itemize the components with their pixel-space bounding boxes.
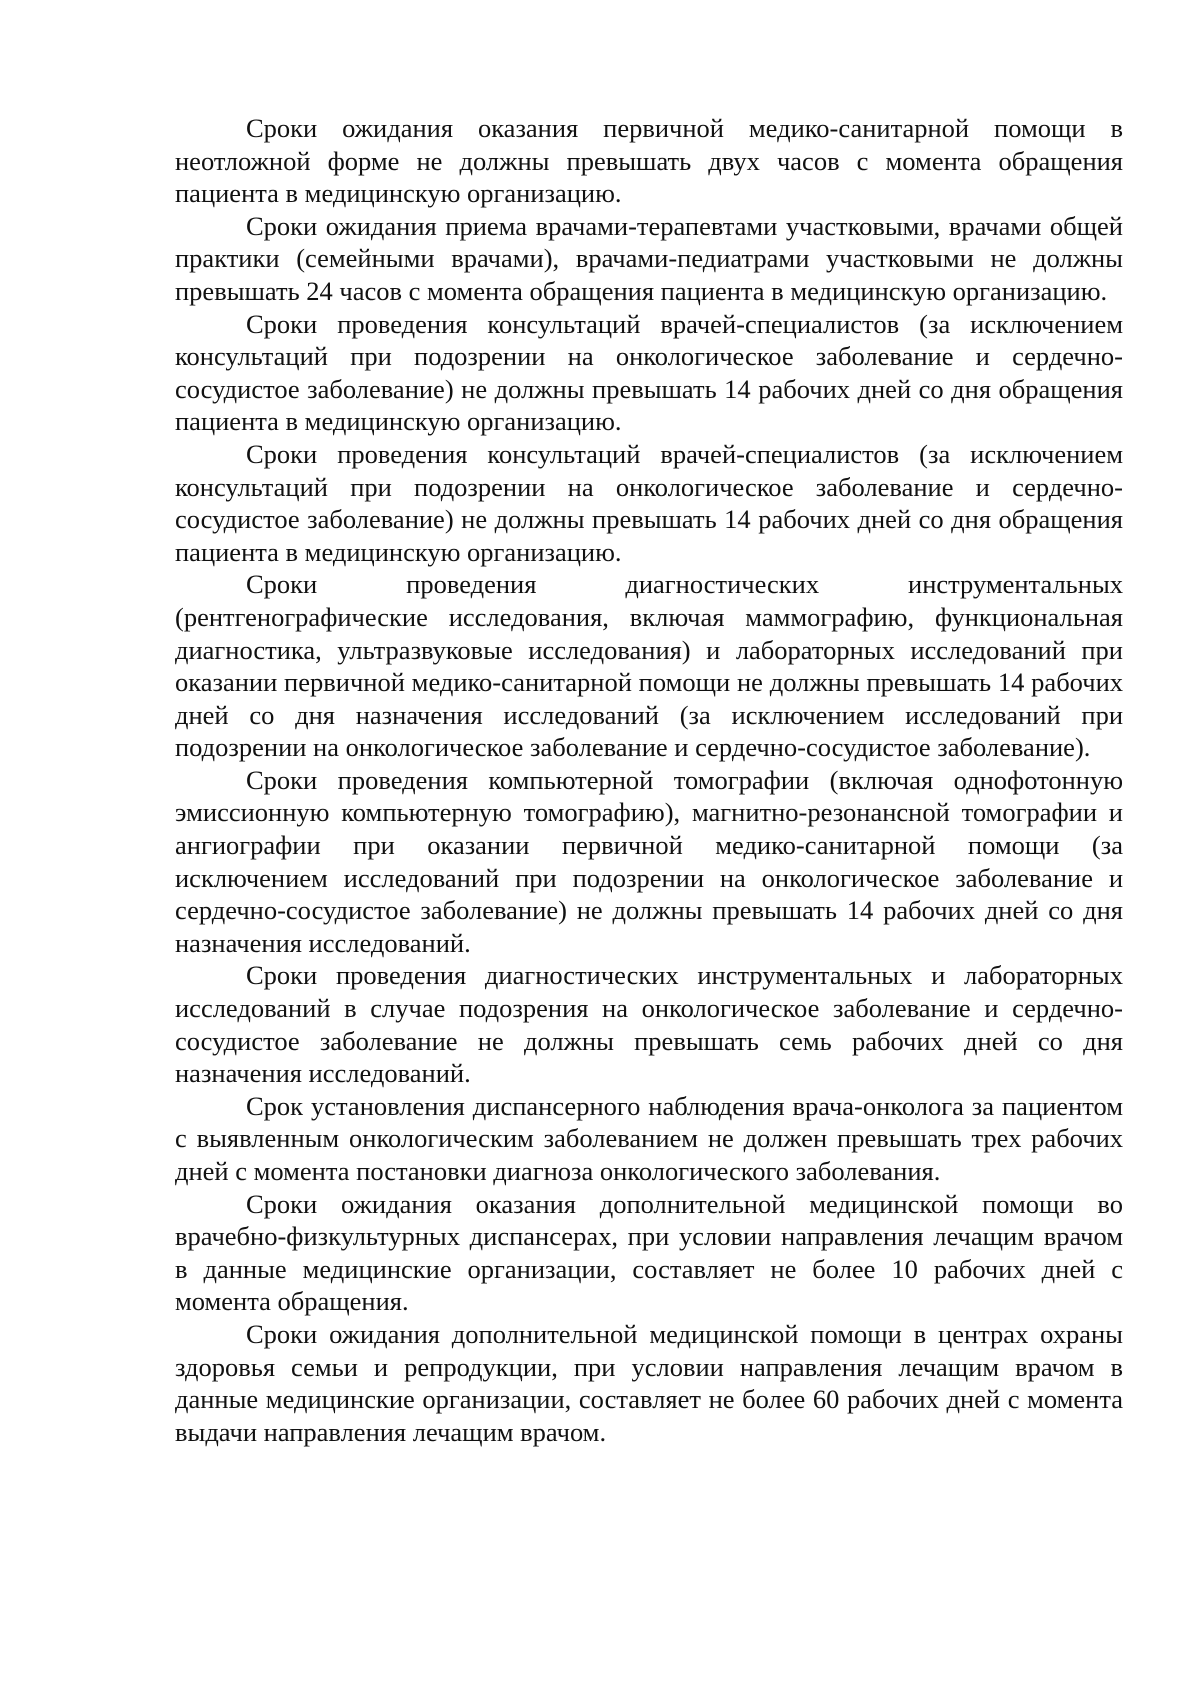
paragraph-specialist-consultation-wait-repeat: Сроки проведения консультаций врачей-специалистов (за исключением консультаций при подозрении на онкологическое заболевание и сердечно-сосудистое заболевание) не должны превышать 14 рабочих дней со дня обращения пациента в медицинскую организацию.: [175, 438, 1123, 567]
paragraph-specialist-consultation-wait: Сроки проведения консультаций врачей-специалистов (за исключением консультаций при подозрении на онкологическое заболевание и сердечно-сосудистое заболевание) не должны превышать 14 рабочих дней со дня обращения пациента в медицинскую организацию.: [175, 308, 1123, 437]
paragraph-sports-medicine-wait: Сроки ожидания оказания дополнительной медицинской помощи во врачебно-физкультурных диспансерах, при условии направления лечащим врачом в данные медицинские организации, составляет не более 10 рабочих дней с момента обращения.: [175, 1188, 1123, 1317]
paragraph-oncologist-observation-term: Срок установления диспансерного наблюдения врача-онколога за пациентом с выявленным онкологическим заболеванием не должен превышать трех рабочих дней с момента постановки диагноза онкологического заболевания.: [175, 1090, 1123, 1186]
document-body: [175, 112, 1123, 1448]
paragraph-emergency-care-wait: Сроки ожидания оказания первичной медико-санитарной помощи в неотложной форме не должны превышать двух часов с момента обращения пациента в медицинскую организацию.: [175, 113, 1123, 209]
paragraph-suspected-oncology-tests-wait: Сроки проведения диагностических инструментальных и лабораторных исследований в случае подозрения на онкологическое заболевание и сердечно-сосудистое заболевание не должны превышать семь рабочих дней со дня назначения исследований.: [175, 960, 1123, 1089]
paragraph-ct-mri-wait: Сроки проведения компьютерной томографии (включая однофотонную эмиссионную компьютерную томографию), магнитно-резонансной томографии и ангиографии при оказании первичной медико-санитарной помощи (за исключением исследований при подозрении на онкологическое заболевание и сердечно-сосудистое заболевание) не должны превышать 14 рабочих дней со дня назначения исследований.: [175, 764, 1123, 958]
paragraph-diagnostic-tests-wait: Сроки проведения диагностических инструментальных (рентгенографические исследования, включая маммографию, функциональная диагностика, ультразвуковые исследования) и лабораторных исследований при оказании первичной медико-санитарной помощи не должны превышать 14 рабочих дней со дня назначения исследований (за исключением исследований при подозрении на онкологическое заболевание и сердечно-сосудистое заболевание).: [175, 569, 1123, 763]
paragraph-reproduction-center-wait: Сроки ожидания дополнительной медицинской помощи в центрах охраны здоровья семьи и репродукции, при условии направления лечащим врачом в данные медицинские организации, составляет не более 60 рабочих дней с момента выдачи направления лечащим врачом.: [175, 1318, 1123, 1447]
paragraph-primary-physician-wait: Сроки ожидания приема врачами-терапевтами участковыми, врачами общей практики (семейными врачами), врачами-педиатрами участковыми не должны превышать 24 часов с момента обращения пациента в медицинскую организацию.: [175, 210, 1123, 306]
